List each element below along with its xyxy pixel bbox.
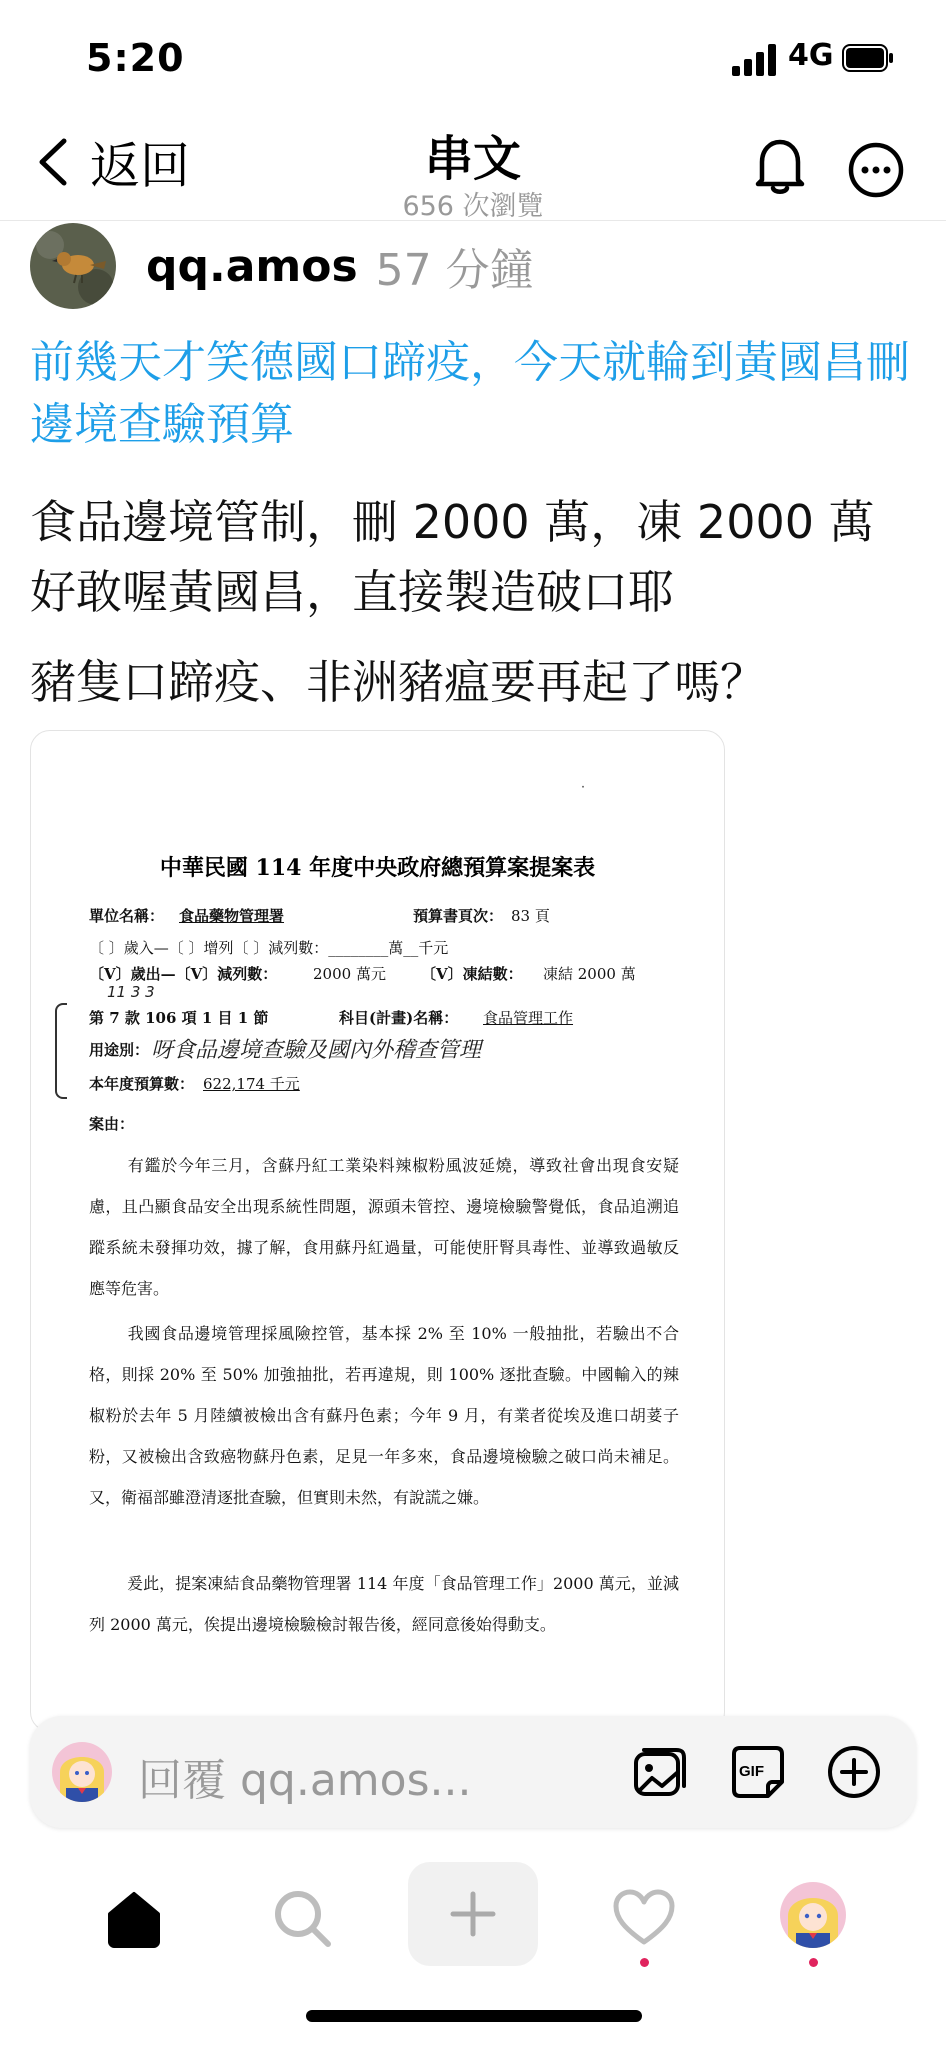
- doc-budget-value: 622,174 千元: [203, 1075, 300, 1093]
- doc-unit-value: 食品藥物管理署: [179, 907, 285, 925]
- doc-paragraph-2: 我國食品邊境管理採風險控管，基本採 2% 至 10% 一般抽批，若驗出不合格，則採 20% 至 50% 加強抽批，若再違規，則 100% 逐批查驗。中國輸入的辣椒粉於去年 5 月陸續被檢出含有蘇丹色素；今年 9 月，有業者從埃及進口胡荽子粉，又被檢出含致癌物蘇丹色素，足見一年多來，食品邊境檢驗之破口尚未補足。又，衛福部雖澄清逐批查驗，但實則未然，有說謊之嫌。: [89, 1324, 679, 1507]
- doc-corner-mark: ˙: [579, 783, 587, 802]
- network-label: 4G: [788, 38, 834, 73]
- post-body-line-1: 食品邊境管制，刪 2000 萬，凍 2000 萬: [30, 495, 875, 549]
- bell-icon[interactable]: [752, 136, 808, 196]
- reply-bar: [30, 1716, 916, 1828]
- profile-avatar[interactable]: [780, 1882, 846, 1948]
- doc-expense-reduce: 2000 萬元: [313, 965, 386, 983]
- search-icon[interactable]: [270, 1886, 334, 1950]
- author-avatar[interactable]: [30, 223, 116, 309]
- plus-circle-icon[interactable]: [826, 1744, 882, 1800]
- doc-freeze-label: 〔V〕凍結數：: [421, 965, 523, 983]
- doc-page-value: 83 頁: [511, 907, 550, 925]
- doc-hand-numbers: 11 3 3: [107, 983, 155, 1001]
- bottom-nav: [0, 1850, 946, 1990]
- new-post-button[interactable]: [408, 1862, 538, 1966]
- activity-notification-dot: [640, 1958, 649, 1967]
- doc-hand-bracket: [55, 1003, 67, 1099]
- home-indicator: [306, 2010, 642, 2022]
- post-body-line-2: 好敢喔黃國昌，直接製造破口耶: [30, 565, 674, 619]
- status-time: 5:20: [86, 36, 185, 80]
- page-title: 串文: [424, 131, 521, 187]
- post-time: 57 分鐘: [375, 245, 534, 296]
- doc-reason-label: 案由：: [89, 1115, 135, 1133]
- attached-document-image[interactable]: [30, 730, 725, 1732]
- heart-icon[interactable]: [612, 1886, 676, 1950]
- doc-subject-label: 科目(計畫)名稱：: [339, 1009, 459, 1027]
- doc-paragraph-1: 有鑑於今年三月，含蘇丹紅工業染料辣椒粉風波延燒，導致社會出現食安疑慮，且凸顯食品安全出現系統性問題，源頭未管控、邊境檢驗警覺低，食品追溯追蹤系統未發揮功效，據了解，食用蘇丹紅過量，可能使肝腎具毒性、並導致過敏反應等危害。: [89, 1156, 679, 1298]
- post-quote-link[interactable]: 前幾天才笑德國口蹄疫，今天就輪到黃國昌刪邊境查驗預算: [30, 337, 910, 450]
- doc-paragraph-3: 爰此，提案凍結食品藥物管理署 114 年度「食品管理工作」2000 萬元，並減列 2000 萬元，俟提出邊境檢驗檢討報告後，經同意後始得動支。: [89, 1574, 679, 1634]
- post-body-line-3: 豬隻口蹄疫、非洲豬瘟要再起了嗎？: [30, 655, 766, 709]
- doc-page-label: 預算書頁次：: [413, 907, 504, 925]
- doc-freeze-value: 凍結 2000 萬: [543, 965, 636, 983]
- status-bar: [0, 0, 946, 110]
- doc-budget-label: 本年度預算數：: [89, 1075, 195, 1093]
- doc-item-line: 第 7 款 106 項 1 目 1 節: [89, 1009, 269, 1027]
- reply-input[interactable]: 回覆 qq.amos...: [138, 1755, 472, 1806]
- plus-icon: [449, 1890, 497, 1938]
- image-icon[interactable]: [632, 1744, 688, 1800]
- view-count: 656 次瀏覽: [402, 191, 544, 222]
- doc-unit-label: 單位名稱：: [89, 907, 165, 925]
- post-author-row: [30, 222, 534, 310]
- gif-icon[interactable]: [730, 1744, 786, 1800]
- profile-notification-dot: [809, 1958, 818, 1967]
- doc-expense-label: 〔V〕歲出—〔V〕減列數：: [89, 965, 278, 983]
- svg-text:GIF: GIF: [739, 1763, 764, 1780]
- author-username[interactable]: qq.amos: [146, 240, 358, 292]
- doc-subject-value: 食品管理工作: [483, 1009, 574, 1027]
- battery-icon: [842, 44, 894, 72]
- back-label: 返回: [90, 137, 190, 195]
- doc-title: 中華民國 114 年度中央政府總預算案提案表: [159, 855, 596, 881]
- signal-icon: [732, 44, 776, 76]
- doc-use-label: 用途別：: [89, 1041, 150, 1059]
- doc-use-handwriting: 呀食品邊境查驗及國內外稽查管理: [151, 1038, 482, 1063]
- more-icon[interactable]: [848, 142, 904, 198]
- reply-avatar: [52, 1742, 112, 1802]
- doc-income-line: 〔 〕歲入—〔 〕增列〔 〕減列數：________萬__千元: [89, 939, 449, 957]
- thread-header: [0, 110, 946, 221]
- home-icon[interactable]: [102, 1886, 166, 1950]
